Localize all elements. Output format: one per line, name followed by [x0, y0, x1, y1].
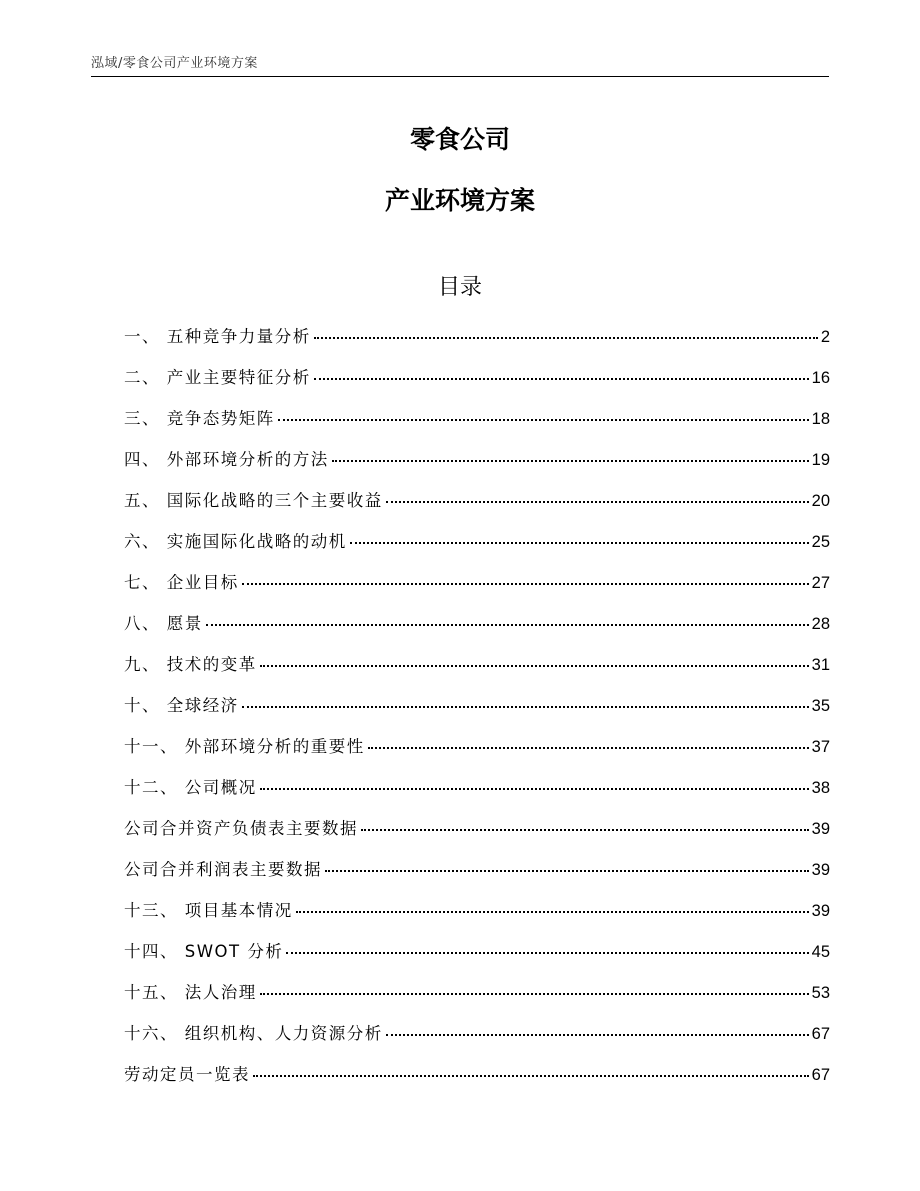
- toc-leader-dots: [361, 829, 809, 831]
- toc-entry[interactable]: [124, 569, 830, 610]
- toc-entry-page: 39: [811, 902, 830, 920]
- toc-heading: 目录: [437, 275, 482, 300]
- toc-entry-label: 公司合并资产负债表主要数据: [124, 819, 358, 838]
- toc-leader-dots: [368, 747, 809, 749]
- toc-entry[interactable]: [124, 733, 830, 774]
- toc-entry-label: 十四、 SWOT 分析: [124, 942, 284, 961]
- toc-entry[interactable]: [124, 815, 830, 856]
- toc-entry[interactable]: [124, 979, 830, 1020]
- toc-leader-dots: [260, 788, 809, 790]
- toc-leader-dots: [332, 460, 809, 462]
- toc-leader-dots: [296, 911, 809, 913]
- toc-entry[interactable]: [124, 323, 830, 364]
- toc-entry-page: 45: [811, 943, 830, 961]
- toc-entry-label: 六、 实施国际化战略的动机: [124, 532, 347, 551]
- toc-entry[interactable]: [124, 651, 830, 692]
- document-title: 零食公司: [409, 125, 510, 154]
- toc-entry-page: 25: [811, 533, 830, 551]
- toc-entry-label: 四、 外部环境分析的方法: [124, 450, 329, 469]
- toc-entry[interactable]: [124, 774, 830, 815]
- toc-entry-page: 67: [811, 1066, 830, 1084]
- toc-leader-dots: [260, 665, 809, 667]
- toc-leader-dots: [286, 952, 808, 954]
- toc-entry-page: 67: [811, 1025, 830, 1043]
- toc-leader-dots: [386, 501, 809, 503]
- toc-entry-label: 十三、 项目基本情况: [124, 901, 293, 920]
- toc-entry[interactable]: [124, 364, 830, 405]
- document-subtitle: 产业环境方案: [384, 186, 535, 215]
- toc-entry-page: 31: [811, 656, 830, 674]
- toc-entry-page: 39: [811, 820, 830, 838]
- toc-leader-dots: [242, 706, 809, 708]
- toc-entry-page: 28: [811, 615, 830, 633]
- toc-entry[interactable]: [124, 897, 830, 938]
- toc-entry-page: 39: [811, 861, 830, 879]
- toc-leader-dots: [242, 583, 809, 585]
- toc-entry-page: 16: [811, 369, 830, 387]
- toc-leader-dots: [314, 378, 809, 380]
- toc-entry[interactable]: [124, 856, 830, 897]
- toc-entry-label: 公司合并利润表主要数据: [124, 860, 322, 879]
- toc-entry-label: 二、 产业主要特征分析: [124, 368, 311, 387]
- running-header: 泓域/零食公司产业环境方案: [91, 56, 258, 71]
- toc-entry[interactable]: [124, 528, 830, 569]
- toc-leader-dots: [253, 1075, 809, 1077]
- toc-entry-page: 35: [811, 697, 830, 715]
- toc-entry[interactable]: [124, 487, 830, 528]
- table-of-contents: [124, 323, 830, 1102]
- toc-entry[interactable]: [124, 692, 830, 733]
- toc-entry[interactable]: [124, 1061, 830, 1102]
- toc-entry-label: 五、 国际化战略的三个主要收益: [124, 491, 383, 510]
- toc-leader-dots: [350, 542, 809, 544]
- toc-leader-dots: [386, 1034, 809, 1036]
- toc-entry-label: 十一、 外部环境分析的重要性: [124, 737, 365, 756]
- toc-entry-label: 七、 企业目标: [124, 573, 239, 592]
- toc-entry-label: 十二、 公司概况: [124, 778, 257, 797]
- toc-entry-page: 27: [811, 574, 830, 592]
- toc-entry[interactable]: [124, 405, 830, 446]
- toc-entry[interactable]: [124, 1020, 830, 1061]
- toc-entry-page: 20: [811, 492, 830, 510]
- toc-entry-page: 37: [811, 738, 830, 756]
- toc-leader-dots: [260, 993, 809, 995]
- toc-entry-page: 2: [820, 328, 830, 346]
- toc-entry-label: 九、 技术的变革: [124, 655, 257, 674]
- toc-entry[interactable]: [124, 938, 830, 979]
- toc-entry-page: 38: [811, 779, 830, 797]
- toc-entry-label: 八、 愿景: [124, 614, 203, 633]
- toc-leader-dots: [278, 419, 809, 421]
- toc-entry-label: 十五、 法人治理: [124, 983, 257, 1002]
- toc-entry[interactable]: [124, 610, 830, 651]
- toc-entry-label: 劳动定员一览表: [124, 1065, 250, 1084]
- toc-entry-label: 三、 竞争态势矩阵: [124, 409, 275, 428]
- toc-entry-label: 一、 五种竞争力量分析: [124, 327, 311, 346]
- toc-entry-page: 18: [811, 410, 830, 428]
- toc-leader-dots: [325, 870, 809, 872]
- toc-leader-dots: [206, 624, 809, 626]
- header-divider: [91, 76, 829, 77]
- toc-entry-label: 十、 全球经济: [124, 696, 239, 715]
- toc-entry-label: 十六、 组织机构、人力资源分析: [124, 1024, 383, 1043]
- toc-leader-dots: [314, 337, 818, 339]
- toc-entry[interactable]: [124, 446, 830, 487]
- toc-entry-page: 19: [811, 451, 830, 469]
- toc-entry-page: 53: [811, 984, 830, 1002]
